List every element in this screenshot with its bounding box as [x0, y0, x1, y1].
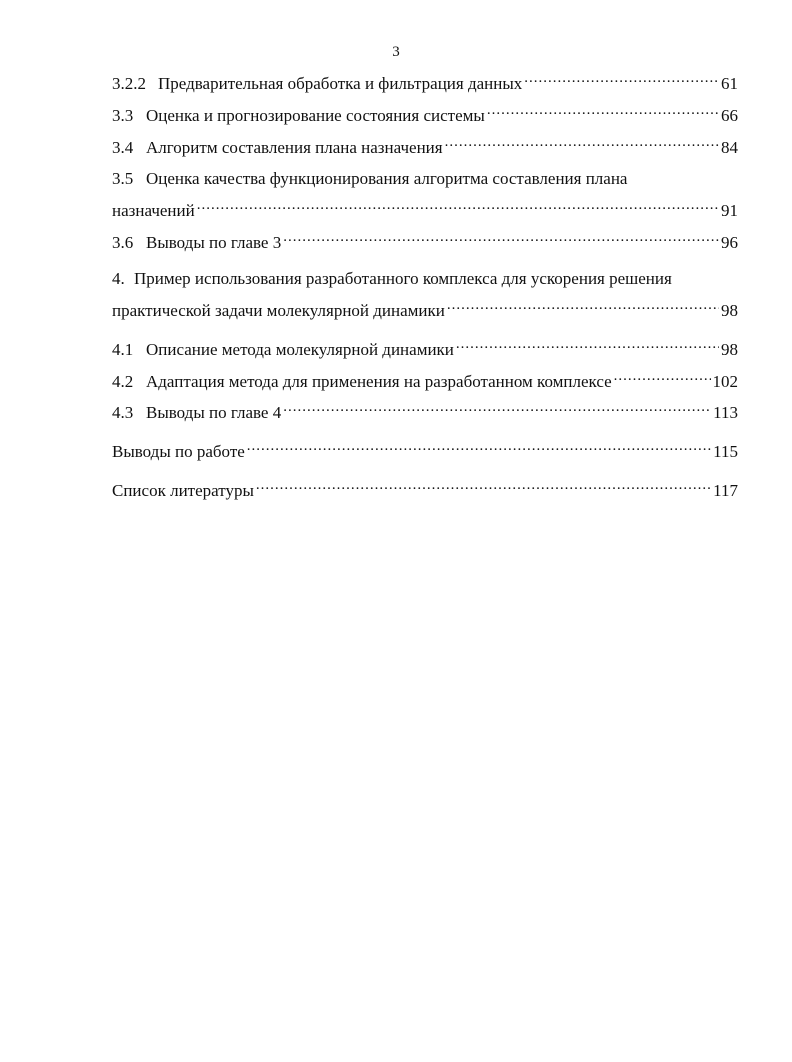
toc-entry-page: 66	[721, 106, 738, 125]
toc-entry[interactable]	[112, 479, 738, 502]
dot-leader	[447, 299, 719, 316]
dot-leader	[247, 440, 711, 457]
toc-entry-continuation[interactable]	[112, 299, 738, 322]
dot-leader	[197, 199, 719, 216]
toc-entry-continuation[interactable]	[112, 199, 738, 222]
toc-entry-number: 4.3	[112, 403, 134, 422]
toc-entry-number: 3.2.2	[112, 74, 146, 93]
toc-entry-page: 98	[721, 301, 738, 320]
toc-entry-page: 117	[713, 481, 738, 500]
toc-entry[interactable]	[112, 338, 738, 361]
toc-entry-page: 84	[721, 138, 738, 157]
toc-entry-number: 4.2	[112, 372, 134, 391]
toc-entry-page: 113	[713, 403, 738, 422]
toc-entry[interactable]	[112, 440, 738, 463]
dot-leader	[283, 401, 711, 418]
toc-entry[interactable]	[112, 370, 738, 393]
toc-entry-title: Пример использования разработанного комплекса для ускорения решения	[134, 269, 672, 288]
dot-leader	[614, 370, 711, 387]
toc-entry-title-continued: назначений	[112, 201, 195, 220]
toc-entry[interactable]	[112, 136, 738, 159]
toc-entry-number: 3.6	[112, 233, 134, 252]
toc-entry-page: 61	[721, 74, 738, 93]
toc-entry-page: 102	[712, 372, 738, 391]
toc-entry-number: 3.3	[112, 106, 134, 125]
toc-entry-title: Алгоритм составления плана назначения	[146, 138, 443, 157]
dot-leader	[456, 338, 719, 355]
toc-entry[interactable]	[112, 72, 738, 95]
toc-entry-page: 98	[721, 340, 738, 359]
toc-entry-number: 3.4	[112, 138, 134, 157]
page-number: 3	[392, 44, 400, 60]
toc-entry-title-continued: практической задачи молекулярной динамики	[112, 301, 445, 320]
toc-entry-number: 3.5	[112, 169, 134, 188]
toc-entry-title: Описание метода молекулярной динамики	[146, 340, 454, 359]
toc-entry-title: Выводы по главе 3	[146, 233, 282, 252]
toc-entry-title: Оценка качества функционирования алгоритма составления плана	[146, 169, 628, 188]
dot-leader	[487, 104, 719, 121]
toc-entry-number: 4.	[112, 269, 125, 288]
dot-leader	[524, 72, 719, 89]
toc-entry-title: Предварительная обработка и фильтрация данных	[158, 74, 523, 93]
toc-entry-title: Выводы по главе 4	[146, 403, 282, 422]
toc-entry-page: 115	[713, 442, 738, 461]
dot-leader	[283, 231, 719, 248]
toc-entry-title: Адаптация метода для применения на разработанном комплексе	[146, 372, 612, 391]
toc-entry-page: 91	[721, 201, 738, 220]
toc-entry-first-line[interactable]	[112, 268, 738, 290]
toc-entry-title: Оценка и прогнозирование состояния системы	[146, 106, 485, 125]
toc-entry-title: Список литературы	[112, 481, 254, 500]
toc-entry-number: 4.1	[112, 340, 134, 359]
dot-leader	[256, 479, 711, 496]
toc-entry[interactable]	[112, 401, 738, 424]
toc-entry-first-line[interactable]	[112, 168, 738, 190]
toc-entry-page: 96	[721, 233, 738, 252]
toc-entry-title: Выводы по работе	[112, 442, 245, 461]
toc-entry[interactable]	[112, 104, 738, 127]
toc-entry[interactable]	[112, 231, 738, 254]
dot-leader	[445, 136, 719, 153]
